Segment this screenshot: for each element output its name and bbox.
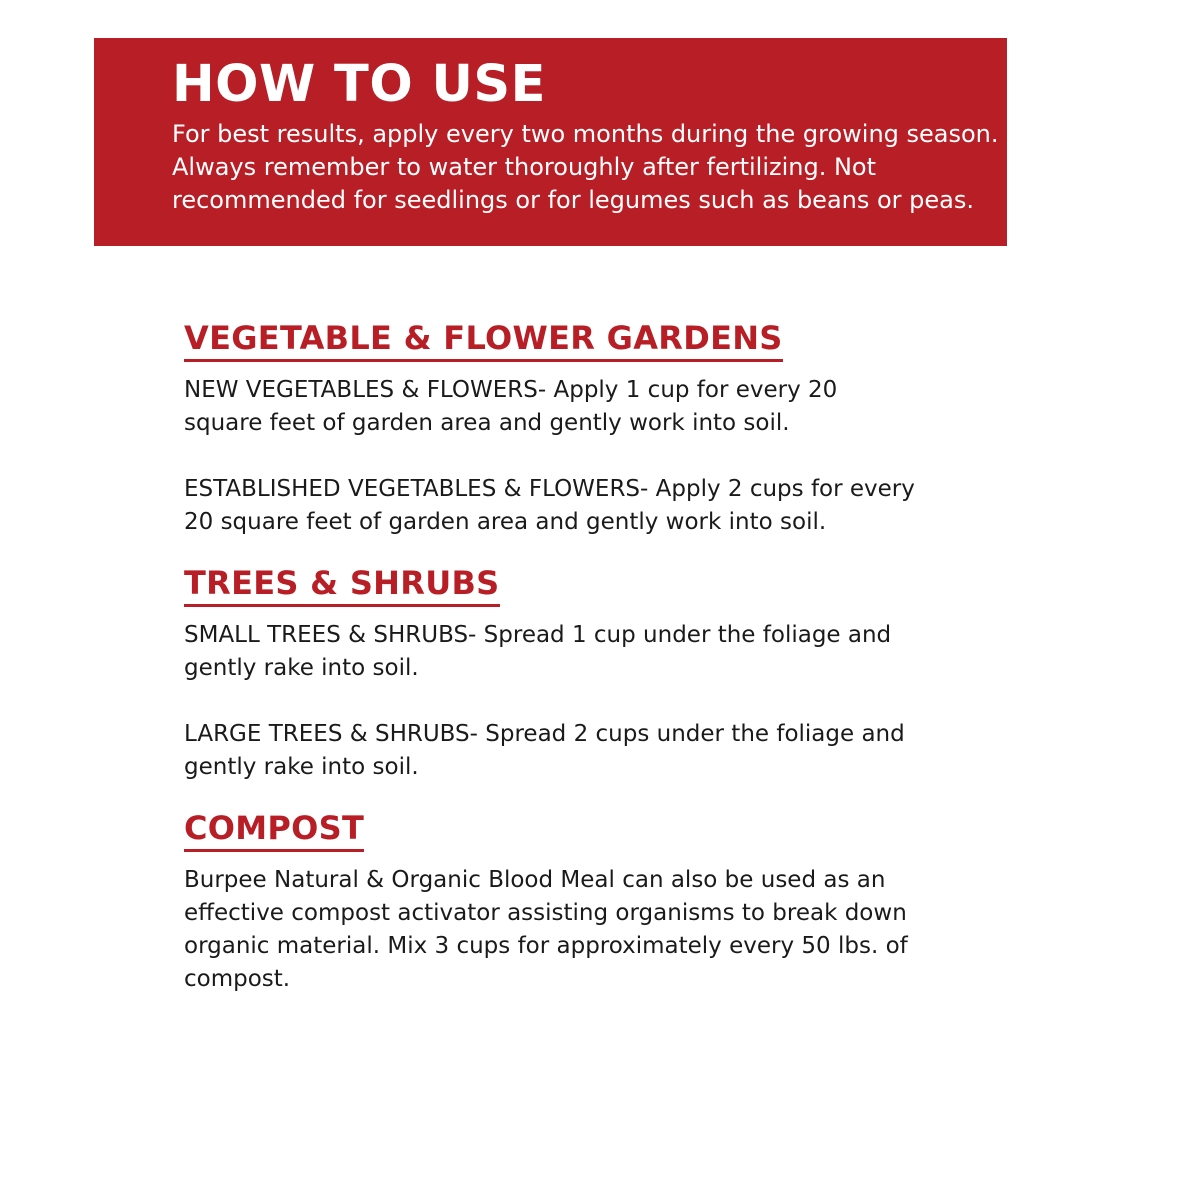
section-compost bbox=[184, 808, 984, 996]
banner-title: HOW TO USE bbox=[172, 55, 546, 114]
section-heading: COMPOST bbox=[184, 808, 364, 852]
section-heading: TREES & SHRUBS bbox=[184, 563, 500, 607]
section-vegetable-flower-gardens bbox=[184, 318, 984, 539]
usage-content bbox=[184, 318, 984, 1029]
paragraph-large-trees: LARGE TREES & SHRUBS- Spread 2 cups under the foliage and gently rake into soil. bbox=[184, 721, 905, 780]
paragraph-new-vegetables: NEW VEGETABLES & FLOWERS- Apply 1 cup for every 20 square feet of garden area and gently work into soil. bbox=[184, 377, 838, 436]
banner-instructions: For best results, apply every two months during the growing season. Always remember to water thoroughly after fertilizing. Not recommended for seedlings or for legumes such as beans or peas. bbox=[172, 120, 999, 214]
section-trees-shrubs bbox=[184, 563, 984, 784]
paragraph-compost: Burpee Natural & Organic Blood Meal can also be used as an effective compost activator assisting organisms to break down organic material. Mix 3 cups for approximately every 50 lbs. of compost. bbox=[184, 867, 908, 992]
how-to-use-banner bbox=[94, 38, 1007, 246]
paragraph-small-trees: SMALL TREES & SHRUBS- Spread 1 cup under the foliage and gently rake into soil. bbox=[184, 622, 892, 681]
paragraph-established-vegetables: ESTABLISHED VEGETABLES & FLOWERS- Apply 2 cups for every 20 square feet of garden area and gently work into soil. bbox=[184, 476, 915, 535]
section-heading: VEGETABLE & FLOWER GARDENS bbox=[184, 318, 783, 362]
